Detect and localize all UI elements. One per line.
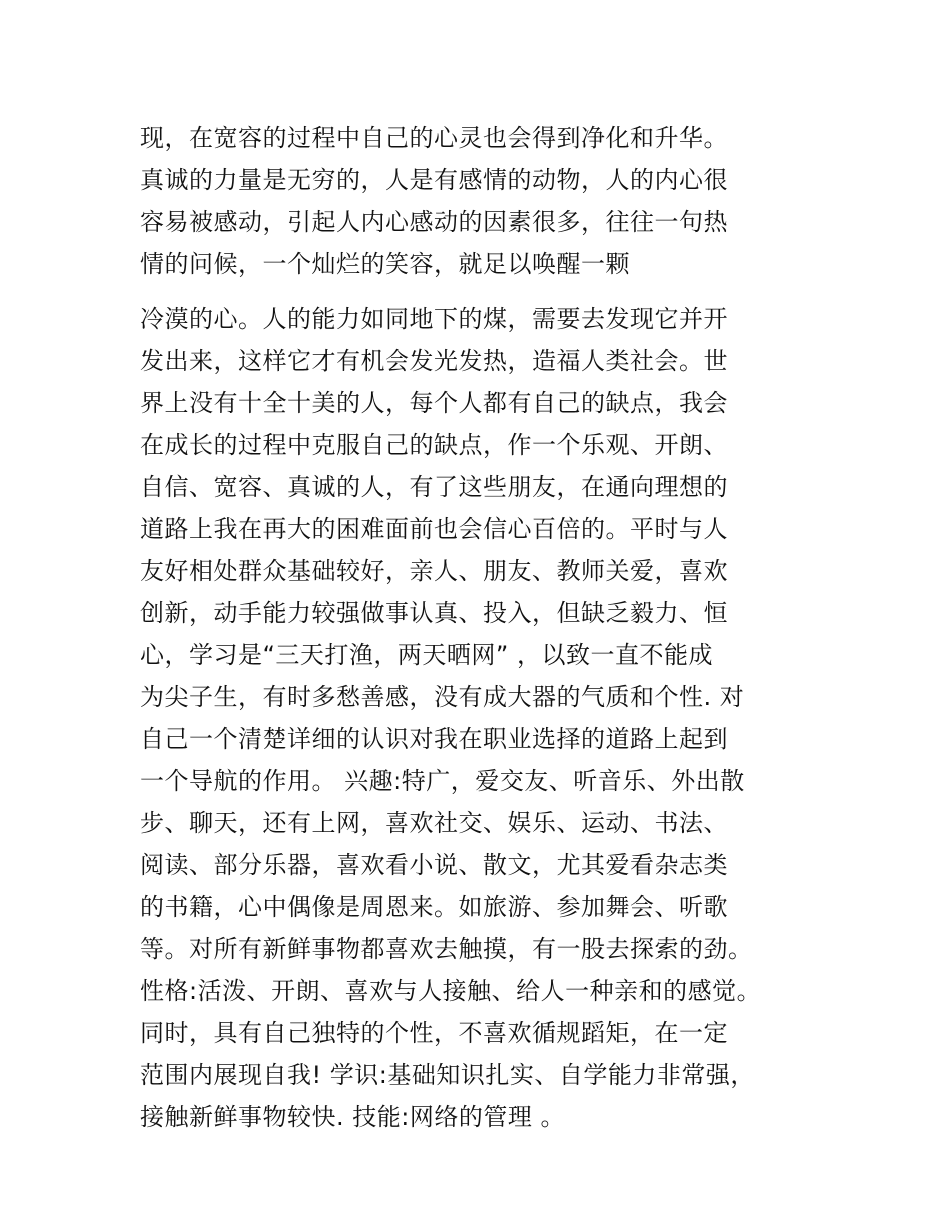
text-line: 发出来，这样它才有机会发光发热，造福人类社会。世 <box>140 347 728 375</box>
text-line: 接触新鲜事物较快. 技能:网络的管理 。 <box>140 1103 565 1131</box>
text-line: 的书籍，心中偶像是周恩来。如旅游、参加舞会、听歌 <box>140 893 728 921</box>
text-line: 范围内展现自我! 学识:基础知识扎实、自学能力非常强， <box>140 1061 755 1089</box>
text-line: 为尖子生，有时多愁善感，没有成大器的气质和个性. 对 <box>140 683 745 711</box>
paragraph-2 <box>140 298 840 1138</box>
text-line: 自己一个清楚详细的认识对我在职业选择的道路上起到 <box>140 725 728 753</box>
text-line: 现，在宽容的过程中自己的心灵也会得到净化和升华。 <box>140 124 728 152</box>
text-line: 创新，动手能力较强做事认真、投入，但缺乏毅力、恒 <box>140 599 728 627</box>
text-line: 界上没有十全十美的人，每个人都有自己的缺点，我会 <box>140 389 728 417</box>
paragraph-1 <box>140 117 840 285</box>
text-line: 自信、宽容、真诚的人，有了这些朋友，在通向理想的 <box>140 473 728 501</box>
text-line: 同时，具有自己独特的个性，不喜欢循规蹈矩，在一定 <box>140 1019 728 1047</box>
text-line: 步、聊天，还有上网，喜欢社交、娱乐、运动、书法、 <box>140 809 728 837</box>
text-line: 一个导航的作用。 兴趣:特广，爱交友、听音乐、外出散 <box>140 767 745 795</box>
text-line: 冷漠的心。人的能力如同地下的煤，需要去发现它并开 <box>140 305 728 333</box>
text-line: 道路上我在再大的困难面前也会信心百倍的。平时与人 <box>140 515 728 543</box>
text-line: 性格:活泼、开朗、喜欢与人接触、给人一种亲和的感觉。 <box>140 977 762 1005</box>
text-line: 心，学习是“三天打渔，两天晒网” ，以致一直不能成 <box>140 641 713 669</box>
text-line: 在成长的过程中克服自己的缺点，作一个乐观、开朗、 <box>140 431 728 459</box>
text-line: 等。对所有新鲜事物都喜欢去触摸，有一股去探索的劲。 <box>140 935 753 963</box>
text-line: 情的问候，一个灿烂的笑容，就足以唤醒一颗 <box>140 250 630 278</box>
text-line: 阅读、部分乐器，喜欢看小说、散文，尤其爱看杂志类 <box>140 851 728 879</box>
text-line: 友好相处群众基础较好，亲人、朋友、教师关爱，喜欢 <box>140 557 728 585</box>
text-line: 容易被感动，引起人内心感动的因素很多，往往一句热 <box>140 208 728 236</box>
text-line: 真诚的力量是无穷的，人是有感情的动物，人的内心很 <box>140 166 728 194</box>
